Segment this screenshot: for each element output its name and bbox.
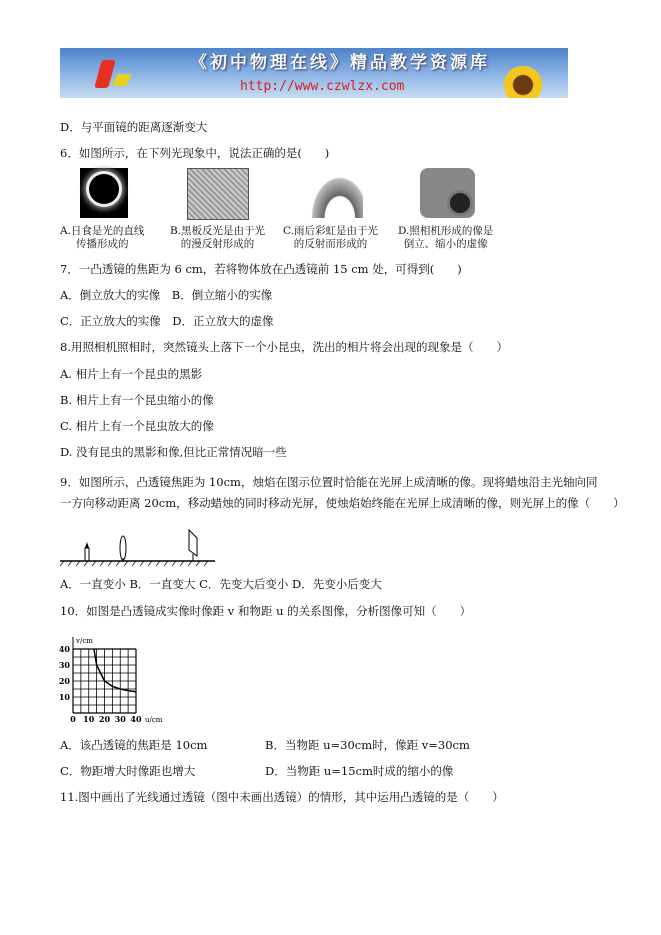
caption-d: D.照相机形成的像是 倒立、缩小的虚像: [398, 225, 494, 250]
x-tick-label: 20: [98, 714, 111, 724]
option-text: D．与平面镜的距离逐渐变大: [60, 120, 208, 134]
blackboard-image: [187, 168, 249, 220]
question-9-options: A．一直变小 B．一直变大 C．先变大后变小 D．先变小后变大: [60, 577, 382, 591]
caption-a: A.日食是光的直线 传播形成的: [60, 225, 145, 250]
v-u-curve: [94, 649, 136, 692]
option-text: D. 没有昆虫的黑影和像,但比正常情况暗一些: [60, 445, 287, 459]
option-text: A．倒立放大的实像 B．倒立缩小的实像: [60, 288, 273, 302]
option-b: B．当物距 u=30cm时，像距 v=30cm: [265, 738, 470, 752]
x-axis-label: u/cm: [145, 716, 163, 724]
camera-image: [420, 168, 475, 218]
caption-b: B.黑板反光是由于光 的漫反射形成的: [170, 225, 266, 250]
option-text: B. 相片上有一个昆虫缩小的像: [60, 393, 214, 407]
option-d: D．当物距 u=15cm时成的缩小的像: [265, 764, 454, 778]
option-text: C. 相片上有一个昆虫放大的像: [60, 419, 214, 433]
y-tick-label: 40: [58, 644, 70, 654]
sunflower-image: [498, 66, 548, 98]
x-tick-label: 0: [70, 714, 76, 724]
banner-title: 《初中物理在线》精品教学资源库: [190, 53, 490, 73]
question-10: 10．如图是凸透镜成实像时像距 v 和物距 u 的关系图像，分析图像可知（ ）: [60, 604, 472, 618]
question-8: 8.用照相机照相时，突然镜头上落下一个小昆虫，洗出的相片将会出现的现象是（ ）: [60, 340, 508, 354]
option-c: C．物距增大时像距也增大: [60, 764, 196, 778]
question-6: 6．如图所示，在下列光现象中，说法正确的是( ): [60, 146, 330, 160]
option-text: A. 相片上有一个昆虫的黑影: [60, 367, 203, 381]
v-u-graph: [55, 625, 170, 725]
y-tick-label: 10: [58, 692, 70, 702]
y-axis-label: v/cm: [76, 637, 93, 645]
x-tick-label: 40: [130, 714, 142, 724]
caption-c: C.雨后彩虹是由于光 的反射而形成的: [283, 225, 378, 250]
question-9-line1: 9．如图所示，凸透镜焦距为 10cm，烛焰在图示位置时恰能在光屏上成清晰的像。现将蜡烛沿主光轴向同: [60, 475, 598, 489]
y-tick-label: 30: [58, 660, 70, 670]
solar-eclipse-image: [80, 168, 128, 218]
rainbow-image: [305, 168, 363, 218]
x-tick-label: 10: [83, 714, 95, 724]
question-7: 7．一凸透镜的焦距为 6 cm，若将物体放在凸透镜前 15 cm 处，可得到( ): [60, 262, 462, 276]
option-a: A．该凸透镜的焦距是 10cm: [60, 738, 208, 752]
x-tick-label: 30: [114, 714, 126, 724]
question-11: 11.图中画出了光线通过透镜（图中未画出透镜）的情形，其中运用凸透镜的是（ ）: [60, 790, 504, 804]
logo-accent-icon: [112, 74, 132, 86]
y-tick-label: 20: [58, 676, 70, 686]
optical-bench-diagram: [60, 528, 220, 568]
site-banner: [60, 48, 568, 98]
banner-url: http://www.czwlzx.com: [240, 79, 405, 94]
option-text: C．正立放大的实像 D．正立放大的虚像: [60, 314, 274, 328]
question-9-line2: 一方向移动距离 20cm，移动蜡烛的同时移动光屏，使烛焰始终能在光屏上成清晰的像，则光屏上的像（ ）: [60, 496, 625, 510]
